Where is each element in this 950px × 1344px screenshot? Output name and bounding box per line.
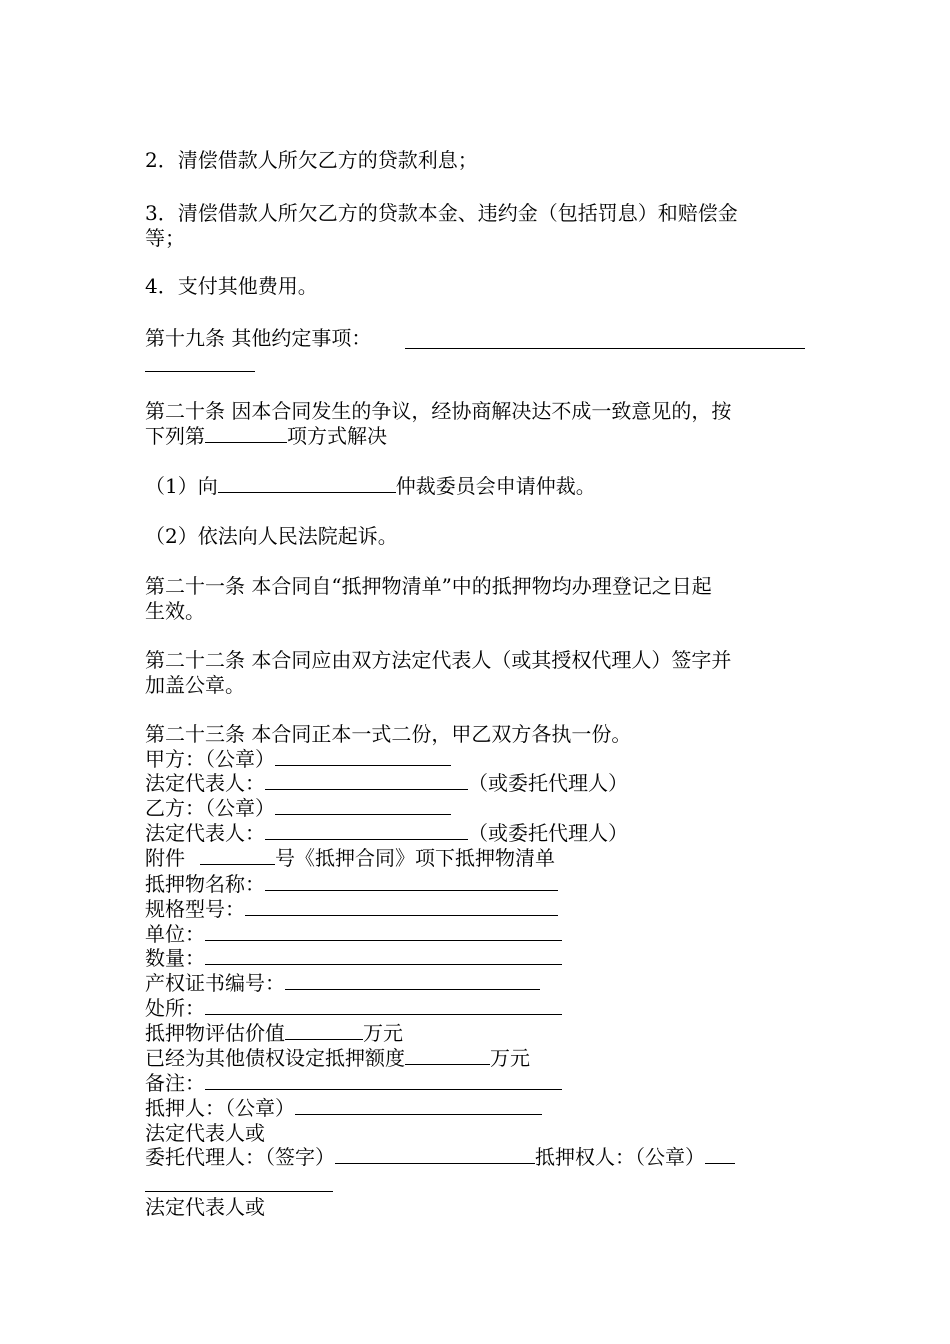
method-blank [205, 424, 287, 443]
attachment-title [145, 846, 555, 870]
remarks-blank [205, 1071, 562, 1090]
rep-or: 法定代表人或 [145, 1121, 265, 1145]
party-a-agent-note: （或委托代理人） [468, 771, 628, 795]
remarks-label: 备注： [145, 1071, 205, 1095]
article-23: 第二十三条 本合同正本一式二份，甲乙双方各执一份。 [145, 722, 632, 746]
party-a-rep-blank [265, 771, 468, 790]
party-b-rep-blank [265, 821, 468, 840]
collateral-name-blank [265, 872, 558, 891]
party-a-blank [275, 747, 451, 766]
mortgagor [145, 1096, 542, 1120]
party-b-label: 乙方：（公章） [145, 796, 275, 820]
article-20-line1: 第二十条 因本合同发生的争议，经协商解决达不成一致意见的，按 [145, 399, 732, 423]
clause-item-3-line2: 等； [145, 226, 185, 250]
article-22-line2: 加盖公章。 [145, 673, 245, 697]
party-b-agent-note: （或委托代理人） [468, 821, 628, 845]
other-mortgage-unit: 万元 [490, 1046, 530, 1070]
collateral-name [145, 872, 558, 896]
mortgagee-label: 抵押权人：（公章） [535, 1145, 705, 1169]
attachment-no-blank [200, 846, 275, 865]
quantity-label: 数量： [145, 946, 205, 970]
article-21-line1: 第二十一条 本合同自“抵押物清单”中的抵押物均办理登记之日起 [145, 574, 712, 598]
option-1-text-a: （1）向 [145, 474, 218, 498]
party-a-rep [145, 771, 628, 795]
clause-item-3-line1: 3．清偿借款人所欠乙方的贷款本金、违约金（包括罚息）和赔偿金 [145, 201, 738, 225]
party-a-rep-label: 法定代表人： [145, 771, 265, 795]
arbitration-blank [218, 474, 396, 493]
location [145, 996, 562, 1020]
remarks [145, 1071, 562, 1095]
agent-sign-label: 委托代理人：（签字） [145, 1145, 335, 1169]
appraised-value [145, 1021, 403, 1045]
option-1 [145, 474, 596, 498]
unit-blank [205, 922, 562, 941]
collateral-name-label: 抵押物名称： [145, 872, 265, 896]
article-20-text-a: 下列第 [145, 424, 205, 448]
agent-sign-blank [335, 1145, 535, 1164]
article-20-text-b: 项方式解决 [287, 424, 387, 448]
appraised-value-label: 抵押物评估价值 [145, 1021, 285, 1045]
party-b-seal [145, 796, 451, 820]
clause-item-2: 2．清偿借款人所欠乙方的贷款利息； [145, 148, 478, 172]
party-b-blank [275, 796, 451, 815]
model-spec-label: 规格型号： [145, 897, 245, 921]
cert-no [145, 971, 540, 995]
mortgagee-blank-2 [145, 1191, 333, 1192]
model-spec-blank [245, 897, 558, 916]
party-b-rep [145, 821, 628, 845]
unit-label: 单位： [145, 922, 205, 946]
option-1-text-b: 仲裁委员会申请仲裁。 [395, 474, 596, 498]
location-blank [205, 996, 562, 1015]
unit [145, 922, 562, 946]
model-spec [145, 897, 558, 921]
other-mortgage [145, 1046, 530, 1070]
appraised-value-unit: 万元 [363, 1021, 403, 1045]
attachment-title-b: 号《抵押合同》项下抵押物清单 [275, 846, 555, 870]
mortgagor-label: 抵押人：（公章） [145, 1096, 295, 1120]
mortgagee-blank-1 [705, 1145, 735, 1164]
cert-no-label: 产权证书编号： [145, 971, 285, 995]
article-20-line2 [145, 424, 387, 448]
article-19-text: 第十九条 其他约定事项： [145, 326, 372, 350]
option-2: （2）依法向人民法院起诉。 [145, 524, 398, 548]
party-a-label: 甲方：（公章） [145, 747, 275, 771]
quantity-blank [205, 946, 562, 965]
attachment-title-a: 附件 [145, 846, 185, 870]
cert-no-blank [285, 971, 540, 990]
other-mortgage-blank [405, 1046, 490, 1065]
mortgagor-blank [295, 1096, 542, 1115]
other-mortgage-label: 已经为其他债权设定抵押额度 [145, 1046, 405, 1070]
rep-or-2: 法定代表人或 [145, 1195, 265, 1219]
article-22-line1: 第二十二条 本合同应由双方法定代表人（或其授权代理人）签字并 [145, 648, 732, 672]
party-a-seal [145, 747, 451, 771]
quantity [145, 946, 562, 970]
agent-sign [145, 1145, 735, 1169]
article-19-blank-2 [145, 371, 255, 372]
clause-item-4: 4．支付其他费用。 [145, 274, 318, 298]
party-b-rep-label: 法定代表人： [145, 821, 265, 845]
location-label: 处所： [145, 996, 205, 1020]
article-19 [145, 326, 371, 350]
article-19-blank-1 [405, 348, 805, 349]
appraised-value-blank [285, 1021, 363, 1040]
article-21-line2: 生效。 [145, 599, 205, 623]
